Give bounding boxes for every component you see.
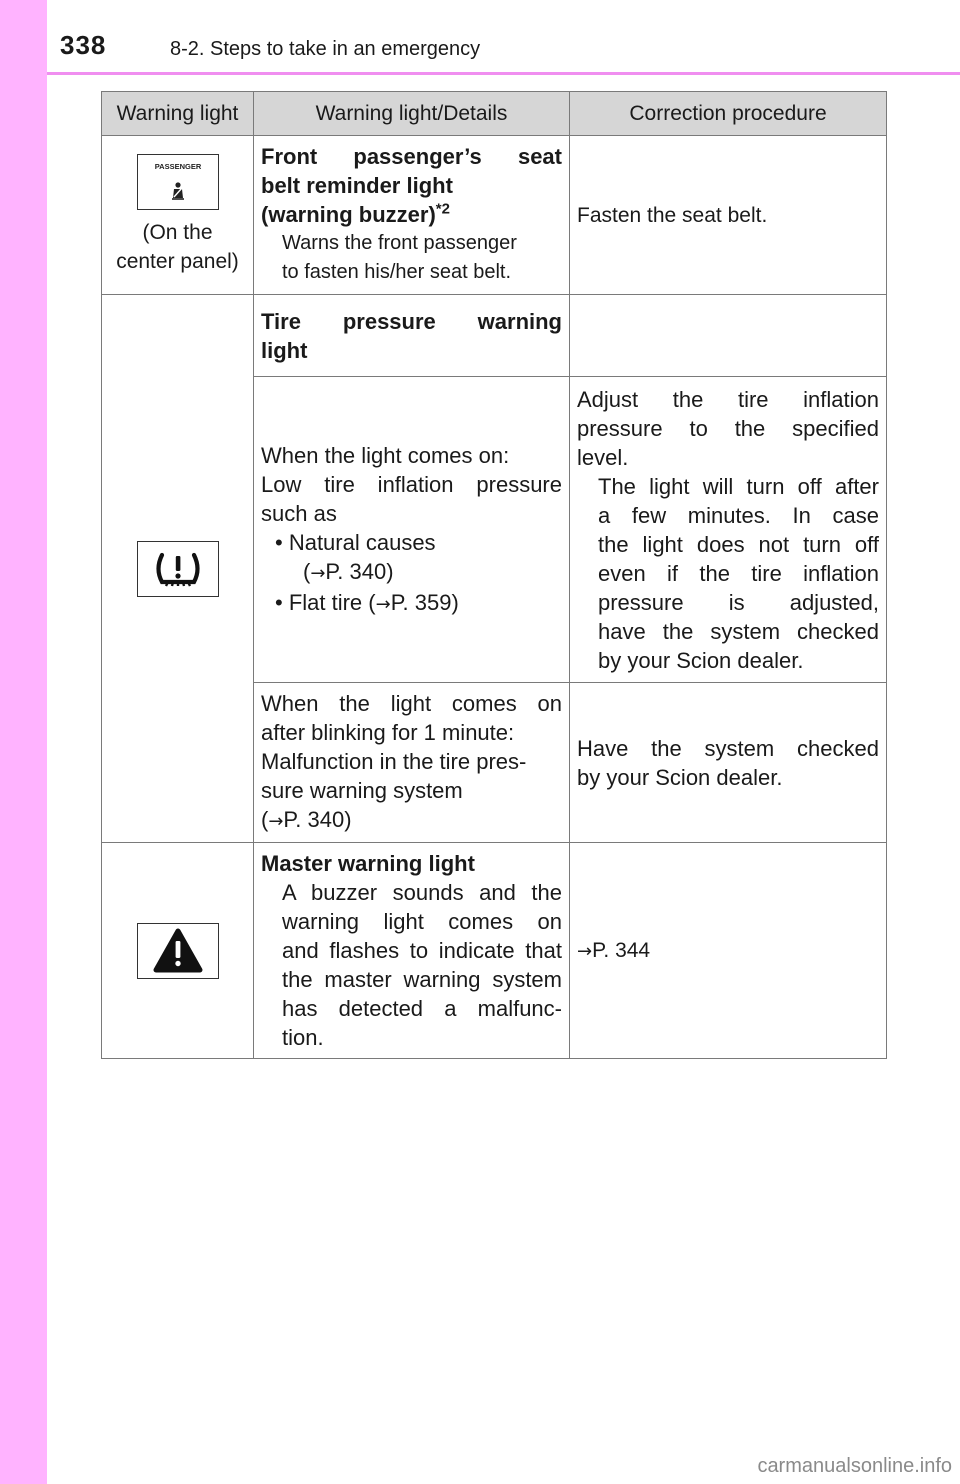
warning-light-cell [102,136,254,295]
arrow-icon: → [310,562,326,584]
correction-cell [570,295,887,377]
table-row [102,136,887,295]
details-cell [254,377,570,683]
warning-light-cell [102,295,254,843]
correction-text-line-2: pressure to the specified [577,415,879,441]
table-row [102,843,887,1059]
detail-text-line-3: and flashes to indicate that [282,938,562,963]
detail-title: Master warning light [261,851,475,876]
arrow-icon: → [577,940,593,962]
correction-text: Have the system checked [577,735,879,761]
detail-text: Warns the front passenger [282,232,517,254]
detail-title-line-2: belt reminder light [261,173,453,198]
warning-light-cell [102,843,254,1059]
correction-note-line-4: even if the tire inflation [598,560,879,586]
arrow-icon: → [375,593,391,615]
header-divider [47,72,960,75]
detail-title-line-2: light [261,337,308,363]
column-header-details: Warning light/Details [254,92,570,136]
footnote-marker: *2 [435,200,450,218]
detail-text-line-4: sure warning system [261,778,463,803]
list-item: • Natural causes [275,529,436,555]
correction-cell [570,843,887,1059]
correction-cell [570,377,887,683]
correction-text-line-2: by your Scion dealer. [577,764,783,790]
correction-cell [570,136,887,295]
correction-note-line-2: a few minutes. In case [598,502,879,528]
detail-title: Front passenger’s seat [261,144,562,169]
detail-title-line-3: (warning buzzer)$^{*2}$ [261,200,450,227]
detail-text: When the light comes on [261,691,562,716]
correction-cell [570,683,887,843]
correction-note-line-3: the light does not turn off [598,531,879,557]
detail-title: Tire pressure warning [261,308,562,334]
detail-text-line-6: tion. [282,1025,324,1050]
tire-pressure-icon [137,541,219,597]
list-item: • Flat tire (→P. 359) [275,589,459,615]
warning-light-table [101,91,887,1059]
correction-text-line-3: level. [577,444,629,470]
detail-text-line-2: Low tire inflation pressure [261,471,562,497]
details-cell [254,295,570,377]
details-cell [254,683,570,843]
correction-note-line-6: have the system checked [598,618,879,644]
column-header-correction: Correction procedure [570,92,887,136]
details-cell [254,843,570,1059]
master-warning-icon [137,923,219,979]
page-reference: (→P. 340) [261,807,352,832]
icon-location-note: (On the center panel) [116,221,239,273]
page-reference: (→P. 340) [303,558,394,584]
correction-text: Fasten the seat belt. [577,203,768,227]
side-color-band [0,0,47,1484]
detail-text-line-5: has detected a malfunc- [282,996,562,1021]
detail-text: When the light comes on: [261,442,510,468]
detail-text-line-2: after blinking for 1 minute: [261,720,515,745]
detail-text-line-4: the master warning system [282,967,562,992]
column-header-warning-light: Warning light [102,92,254,136]
correction-text: Adjust the tire inflation [577,386,879,412]
watermark: carmanualsonline.info [757,1455,952,1477]
section-title: 8-2. Steps to take in an emergency [170,38,481,60]
passenger-icon-label: PASSENGER [154,162,201,171]
page-reference: →P. 344 [577,938,651,962]
correction-note: The light will turn off after [598,473,879,499]
table-header-row [102,92,887,136]
correction-note-line-5: pressure is adjusted, [598,589,879,615]
detail-text-line-3: Malfunction in the tire pres- [261,749,527,774]
detail-text-line-2: to fasten his/her seat belt. [282,261,512,283]
detail-text: A buzzer sounds and the [282,880,562,905]
arrow-icon: → [268,811,284,832]
table-row [102,295,887,377]
passenger-seatbelt-icon [137,154,219,210]
detail-text-line-2: warning light comes on [282,909,562,934]
correction-note-line-7: by your Scion dealer. [598,647,804,673]
details-cell [254,136,570,295]
page-number: 338 [60,30,107,60]
detail-text-line-3: such as [261,500,337,526]
